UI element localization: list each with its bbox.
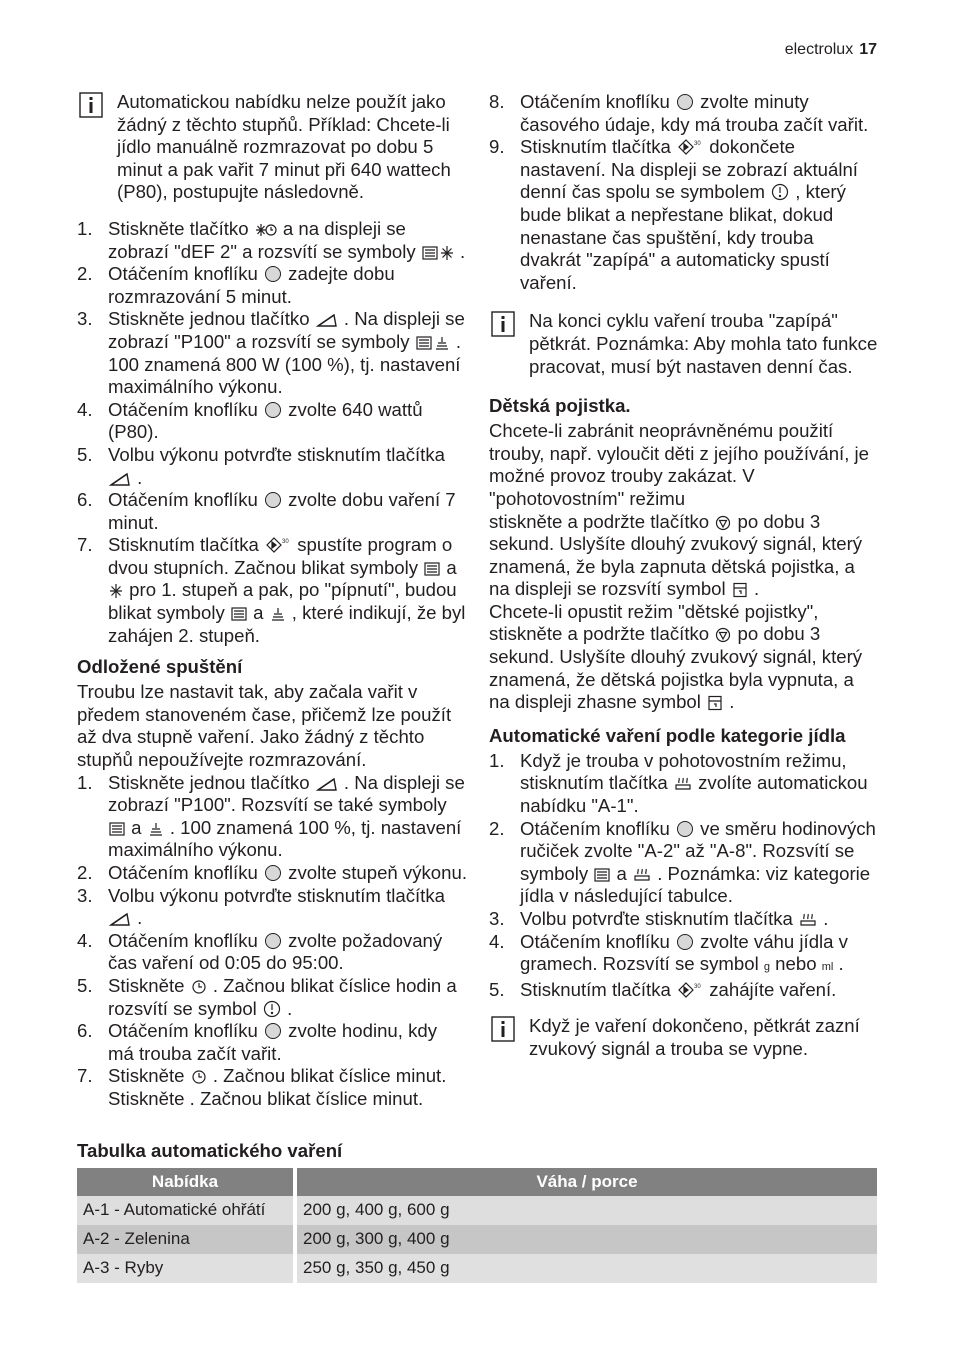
info-note [489,310,879,378]
list-item: 2. Otáčením knoflíku zadejte dobu rozmrazování 5 minut. [77,263,395,307]
paragraph: Chcete-li opustit režim "dětské pojistky", stiskněte a podržte tlačítko po dobu 3 sekund. Uslyšíte dlouhý zvukový signál, který znamená, že dětská pojistka byla vypnuta, a na displeji zhasne symbol . [489,600,863,713]
table-cell: A-2 - Zelenina [77,1225,297,1254]
list-item: 5. Stisknutím tlačítka 30 zahájíte vaření. [489,978,837,1000]
table-row [77,1225,877,1254]
defrost-icon [440,245,454,261]
knob-icon [264,1022,282,1040]
info-icon [79,92,103,116]
knob-icon [676,93,694,111]
note-text: Automatickou nabídku nelze použít jako žádný z těchto stupňů. Příklad: Chcete-li jídlo manuálně rozmrazovat po dobu 5 minut a pak vařit 7 minut při 640 wattech (P80), postupujte následovně. [117,91,451,203]
section-heading: Odložené spuštění [77,656,243,678]
list-item: 2. Otáčením knoflíku ve směru hodinových ručiček zvolte "A-2" až "A-8". Rozsvítí se symboly a . Poznámka: viz kategorie jídla v následující tabulce. [489,817,876,907]
list-item: 9. Stisknutím tlačítka 30 dokončete nastavení. Na displeji se zobrazí aktuální denní čas spolu se symbolem , který bude blikat a nepřestane blikat, dokud nenastane čas spuštění, kdy trouba dvakrát "zapípá" a automaticky spustí vaření. [489,136,858,293]
start-icon [677,981,703,999]
power-level-icon [270,606,286,622]
table-cell: A-3 - Ryby [77,1254,297,1283]
list-item: 1. Stiskněte jednou tlačítko . Na displeji se zobrazí "P100". Rozsvítí se také symboly a . 100 znamená 100 %, tj. nastavení maximálního výkonu. [77,771,465,861]
defrost-timer-icon [255,222,277,238]
list-item: 4. Otáčením knoflíku zvolte požadovaný čas vaření od 0:05 do 95:00. [77,929,443,974]
note-text: Když je vaření dokončeno, pětkrát zazní zvukový signál a trouba se vypne. [529,1015,860,1059]
power-icon [316,312,338,328]
list-item: 2. Otáčením knoflíku zvolte stupeň výkonu. [77,862,467,883]
microwave-icon [594,867,610,883]
delayed-start-steps-continued [489,91,879,294]
delayed-start-steps [77,772,467,1111]
page-header [785,39,877,62]
column-header: Váha / porce [297,1168,877,1196]
list-item: 3. Volbu potvrďte stisknutím tlačítka . [489,908,829,929]
brand-name: electrolux [784,41,854,58]
knob-icon [264,932,282,950]
start-icon [265,536,291,554]
power-icon [316,776,338,792]
auto-cook-table [77,1168,877,1283]
microwave-icon [416,335,432,351]
microwave-icon [424,561,440,577]
table-cell: 200 g, 400 g, 600 g [297,1196,877,1225]
list-item: 6. Otáčením knoflíku zvolte dobu vaření 7 minut. [77,489,456,533]
section-intro: Troubu lze nastavit tak, aby začala vařit v předem stanoveném čase, přičemž lze použít až dva stupně vaření. Jako žádný z těchto stupňů nepoužívejte rozmrazování. [77,681,452,771]
list-item: 3. Volbu výkonu potvrďte stisknutím tlačítka . [77,884,445,929]
left-column [77,91,467,1111]
knob-icon [676,933,694,951]
lock-icon [707,695,723,711]
delayed-start-icon [263,1000,281,1018]
power-icon [109,471,131,487]
list-item: 4. Otáčením knoflíku zvolte 640 wattů (P80). [77,398,423,443]
info-icon [491,1016,515,1040]
start-icon [677,138,703,156]
knob-icon [264,864,282,882]
page-number: 17 [859,41,877,58]
knob-icon [676,820,694,838]
table-title: Tabulka automatického vaření [77,1140,343,1161]
defrost-steps [77,218,467,647]
child-lock-button-icon [715,627,731,643]
paragraph: stiskněte a podržte tlačítko po dobu 3 sekund. Uslyšíte dlouhý zvukový signál, který znamená, že byla zapnuta dětská pojistka, a na displeji se rozsvítí symbol . [489,510,863,600]
power-level-icon [148,821,164,837]
list-item: 4. Otáčením knoflíku zvolte váhu jídla v gramech. Rozsvítí se symbol g nebo ml . [489,930,848,975]
defrost-icon [109,583,123,599]
column-header: Nabídka [77,1168,297,1196]
info-icon [491,311,515,335]
knob-icon [264,401,282,419]
paragraph: Chcete-li zabránit neoprávněnému použití trouby, např. vyloučit děti z jejího používání, je možné provoz trouby zakázat. V "pohotovostním" režimu [489,420,870,509]
microwave-icon [109,821,125,837]
auto-cook-icon [674,776,692,792]
child-lock-button-icon [715,515,731,531]
power-level-icon [434,335,450,351]
auto-cook-steps [489,750,879,1002]
section-heading: Dětská pojistka. [489,395,631,417]
list-item: 7. Stisknutím tlačítka 30 spustíte program o dvou stupních. Začnou blikat symboly a pro 1. stupeň a pak, po "pípnutí", budou blikat symboly a , které indikují, že byl zahájen 2. stupeň. [77,534,466,646]
list-item: 6. Otáčením knoflíku zvolte hodinu, kdy má trouba začít vařit. [77,1020,438,1064]
list-item: 3. Stiskněte jednou tlačítko . Na displeji se zobrazí "P100" a rozsvítí se symboly . 100 znamená 800 W (100 %), tj. nastavení maximálního výkonu. [77,308,465,398]
clock-icon [191,1069,207,1085]
knob-icon [264,491,282,509]
gram-symbol: g [763,961,770,974]
svg-text:30: 30 [694,983,701,990]
table-cell: A-1 - Automatické ohřátí [77,1196,297,1225]
info-note [489,1015,879,1060]
auto-cook-icon [799,912,817,928]
clock-icon [191,979,207,995]
list-item: 5. Volbu výkonu potvrďte stisknutím tlačítka . [77,443,445,488]
info-note [77,91,467,204]
list-item: 1. Stiskněte tlačítko a na displeji se zobrazí "dEF 2" a rozsvítí se symboly . [77,217,466,262]
microwave-icon [231,606,247,622]
svg-text:30: 30 [694,141,701,148]
power-icon [109,911,131,927]
knob-icon [264,265,282,283]
table-row [77,1254,877,1283]
auto-cook-icon [633,867,651,883]
list-item: 8. Otáčením knoflíku zvolte minuty časového údaje, kdy má trouba začít vařit. [489,91,869,135]
ml-symbol: ml [821,961,834,974]
list-item: 7. Stiskněte . Začnou blikat číslice minut. Stiskněte . Začnou blikat číslice minut. [77,1065,447,1109]
table-header-row [77,1168,877,1196]
list-item: 5. Stiskněte . Začnou blikat číslice hodin a rozsvítí se symbol . [77,974,457,1019]
note-text: Na konci cyklu vaření trouba "zapípá" pětkrát. Poznámka: Aby mohla tato funkce pracovat, musí být nastaven denní čas. [529,310,878,377]
table-cell: 250 g, 350 g, 450 g [297,1254,877,1283]
table-cell: 200 g, 300 g, 400 g [297,1225,877,1254]
svg-text:30: 30 [282,539,289,546]
section-heading: Automatické vaření podle kategorie jídla [489,724,846,746]
lock-icon [732,582,748,598]
table-row [77,1196,877,1225]
microwave-icon [422,245,438,261]
right-column [489,91,879,1077]
list-item: 1. Když je trouba v pohotovostním režimu, stisknutím tlačítka zvolíte automatickou nabídku "A-1". [489,749,868,817]
delayed-start-icon [771,183,789,201]
